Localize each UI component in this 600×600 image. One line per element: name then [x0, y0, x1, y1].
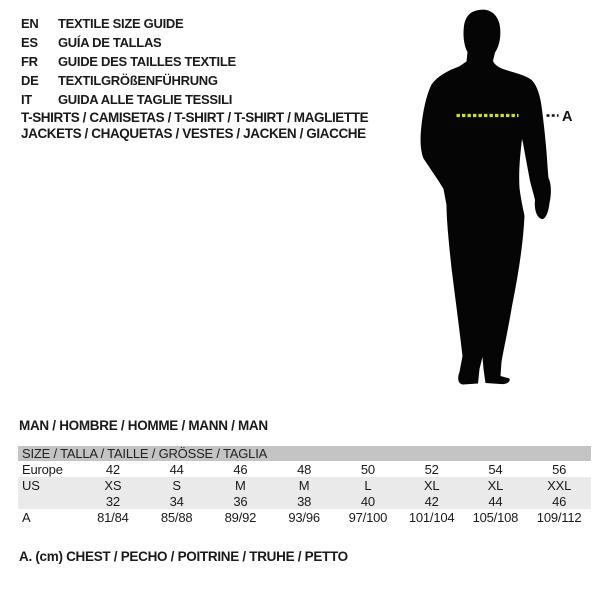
- table-cell: 46: [552, 493, 567, 509]
- language-code: IT: [21, 92, 32, 107]
- chest-measure-footnote: A. (cm) CHEST / PECHO / POITRINE / TRUHE / PETTO: [19, 549, 348, 564]
- table-cell: 34: [169, 493, 184, 509]
- table-cell: 32: [105, 493, 120, 509]
- row-label: Europe: [22, 461, 63, 477]
- table-cell: M: [235, 477, 246, 493]
- language-row: [21, 90, 236, 109]
- man-silhouette-svg: [395, 0, 600, 400]
- category-line-tshirts: T-SHIRTS / CAMISETAS / T-SHIRT / T-SHIRT / MAGLIETTE: [21, 110, 369, 125]
- table-cell: 81/84: [97, 509, 129, 525]
- table-row-europe: [18, 461, 591, 477]
- language-guide-list: [21, 14, 236, 109]
- language-title: GUIDA ALLE TAGLIE TESSILI: [58, 92, 233, 107]
- table-cell: 38: [297, 493, 312, 509]
- language-row: [21, 52, 236, 71]
- language-title: GUÍA DE TALLAS: [58, 35, 162, 50]
- table-cell: 89/92: [224, 509, 257, 525]
- table-row-numeric: [18, 493, 591, 509]
- section-title-man: MAN / HOMBRE / HOMME / MANN / MAN: [19, 418, 268, 433]
- table-cell: 44: [169, 461, 184, 477]
- table-cell: 52: [424, 461, 439, 477]
- table-cell: 42: [105, 461, 120, 477]
- table-cell: 101/104: [408, 509, 455, 525]
- table-cell: 36: [233, 493, 248, 509]
- table-cell: 48: [297, 461, 312, 477]
- table-cell: 50: [360, 461, 375, 477]
- row-label: A: [22, 509, 31, 525]
- table-cell: 105/108: [472, 509, 519, 525]
- language-code: ES: [21, 35, 38, 50]
- table-cell: XS: [104, 477, 122, 493]
- table-cell: 109/112: [536, 509, 582, 525]
- table-cell: 85/88: [160, 509, 193, 525]
- language-row: [21, 14, 236, 33]
- table-cell: 40: [360, 493, 375, 509]
- table-cell: 56: [552, 461, 567, 477]
- language-title: TEXTILE SIZE GUIDE: [58, 16, 184, 31]
- category-line-jackets: JACKETS / CHAQUETAS / VESTES / JACKEN / GIACCHE: [21, 126, 366, 141]
- size-table: [18, 446, 591, 525]
- chest-measure-label: A: [562, 109, 573, 125]
- language-code: FR: [21, 54, 38, 69]
- size-table-header: SIZE / TALLA / TAILLE / GRÖSSE / TAGLIA: [18, 446, 591, 461]
- table-row-chest-cm: [18, 509, 591, 525]
- table-cell: 97/100: [348, 509, 388, 525]
- table-cell: 44: [488, 493, 503, 509]
- table-cell: XL: [423, 477, 440, 493]
- table-cell: 93/96: [288, 509, 320, 525]
- table-row-us: [18, 477, 591, 493]
- garment-categories: [21, 110, 368, 142]
- language-code: EN: [21, 16, 39, 31]
- language-title: TEXTILGRÖßENFÜHRUNG: [58, 73, 218, 88]
- table-cell: 54: [488, 461, 503, 477]
- man-silhouette-shape: [421, 10, 551, 385]
- table-cell: 46: [233, 461, 248, 477]
- table-cell: XXL: [547, 477, 572, 493]
- man-silhouette-figure: [395, 0, 600, 400]
- language-row: [21, 33, 236, 52]
- table-cell: M: [298, 477, 310, 493]
- table-cell: L: [364, 477, 372, 493]
- language-row: [21, 71, 236, 90]
- language-code: DE: [21, 73, 39, 88]
- row-label: US: [22, 477, 40, 493]
- table-cell: XL: [487, 477, 504, 493]
- table-cell: S: [172, 477, 181, 493]
- table-cell: 42: [424, 493, 439, 509]
- language-title: GUIDE DES TAILLES TEXTILE: [58, 54, 236, 69]
